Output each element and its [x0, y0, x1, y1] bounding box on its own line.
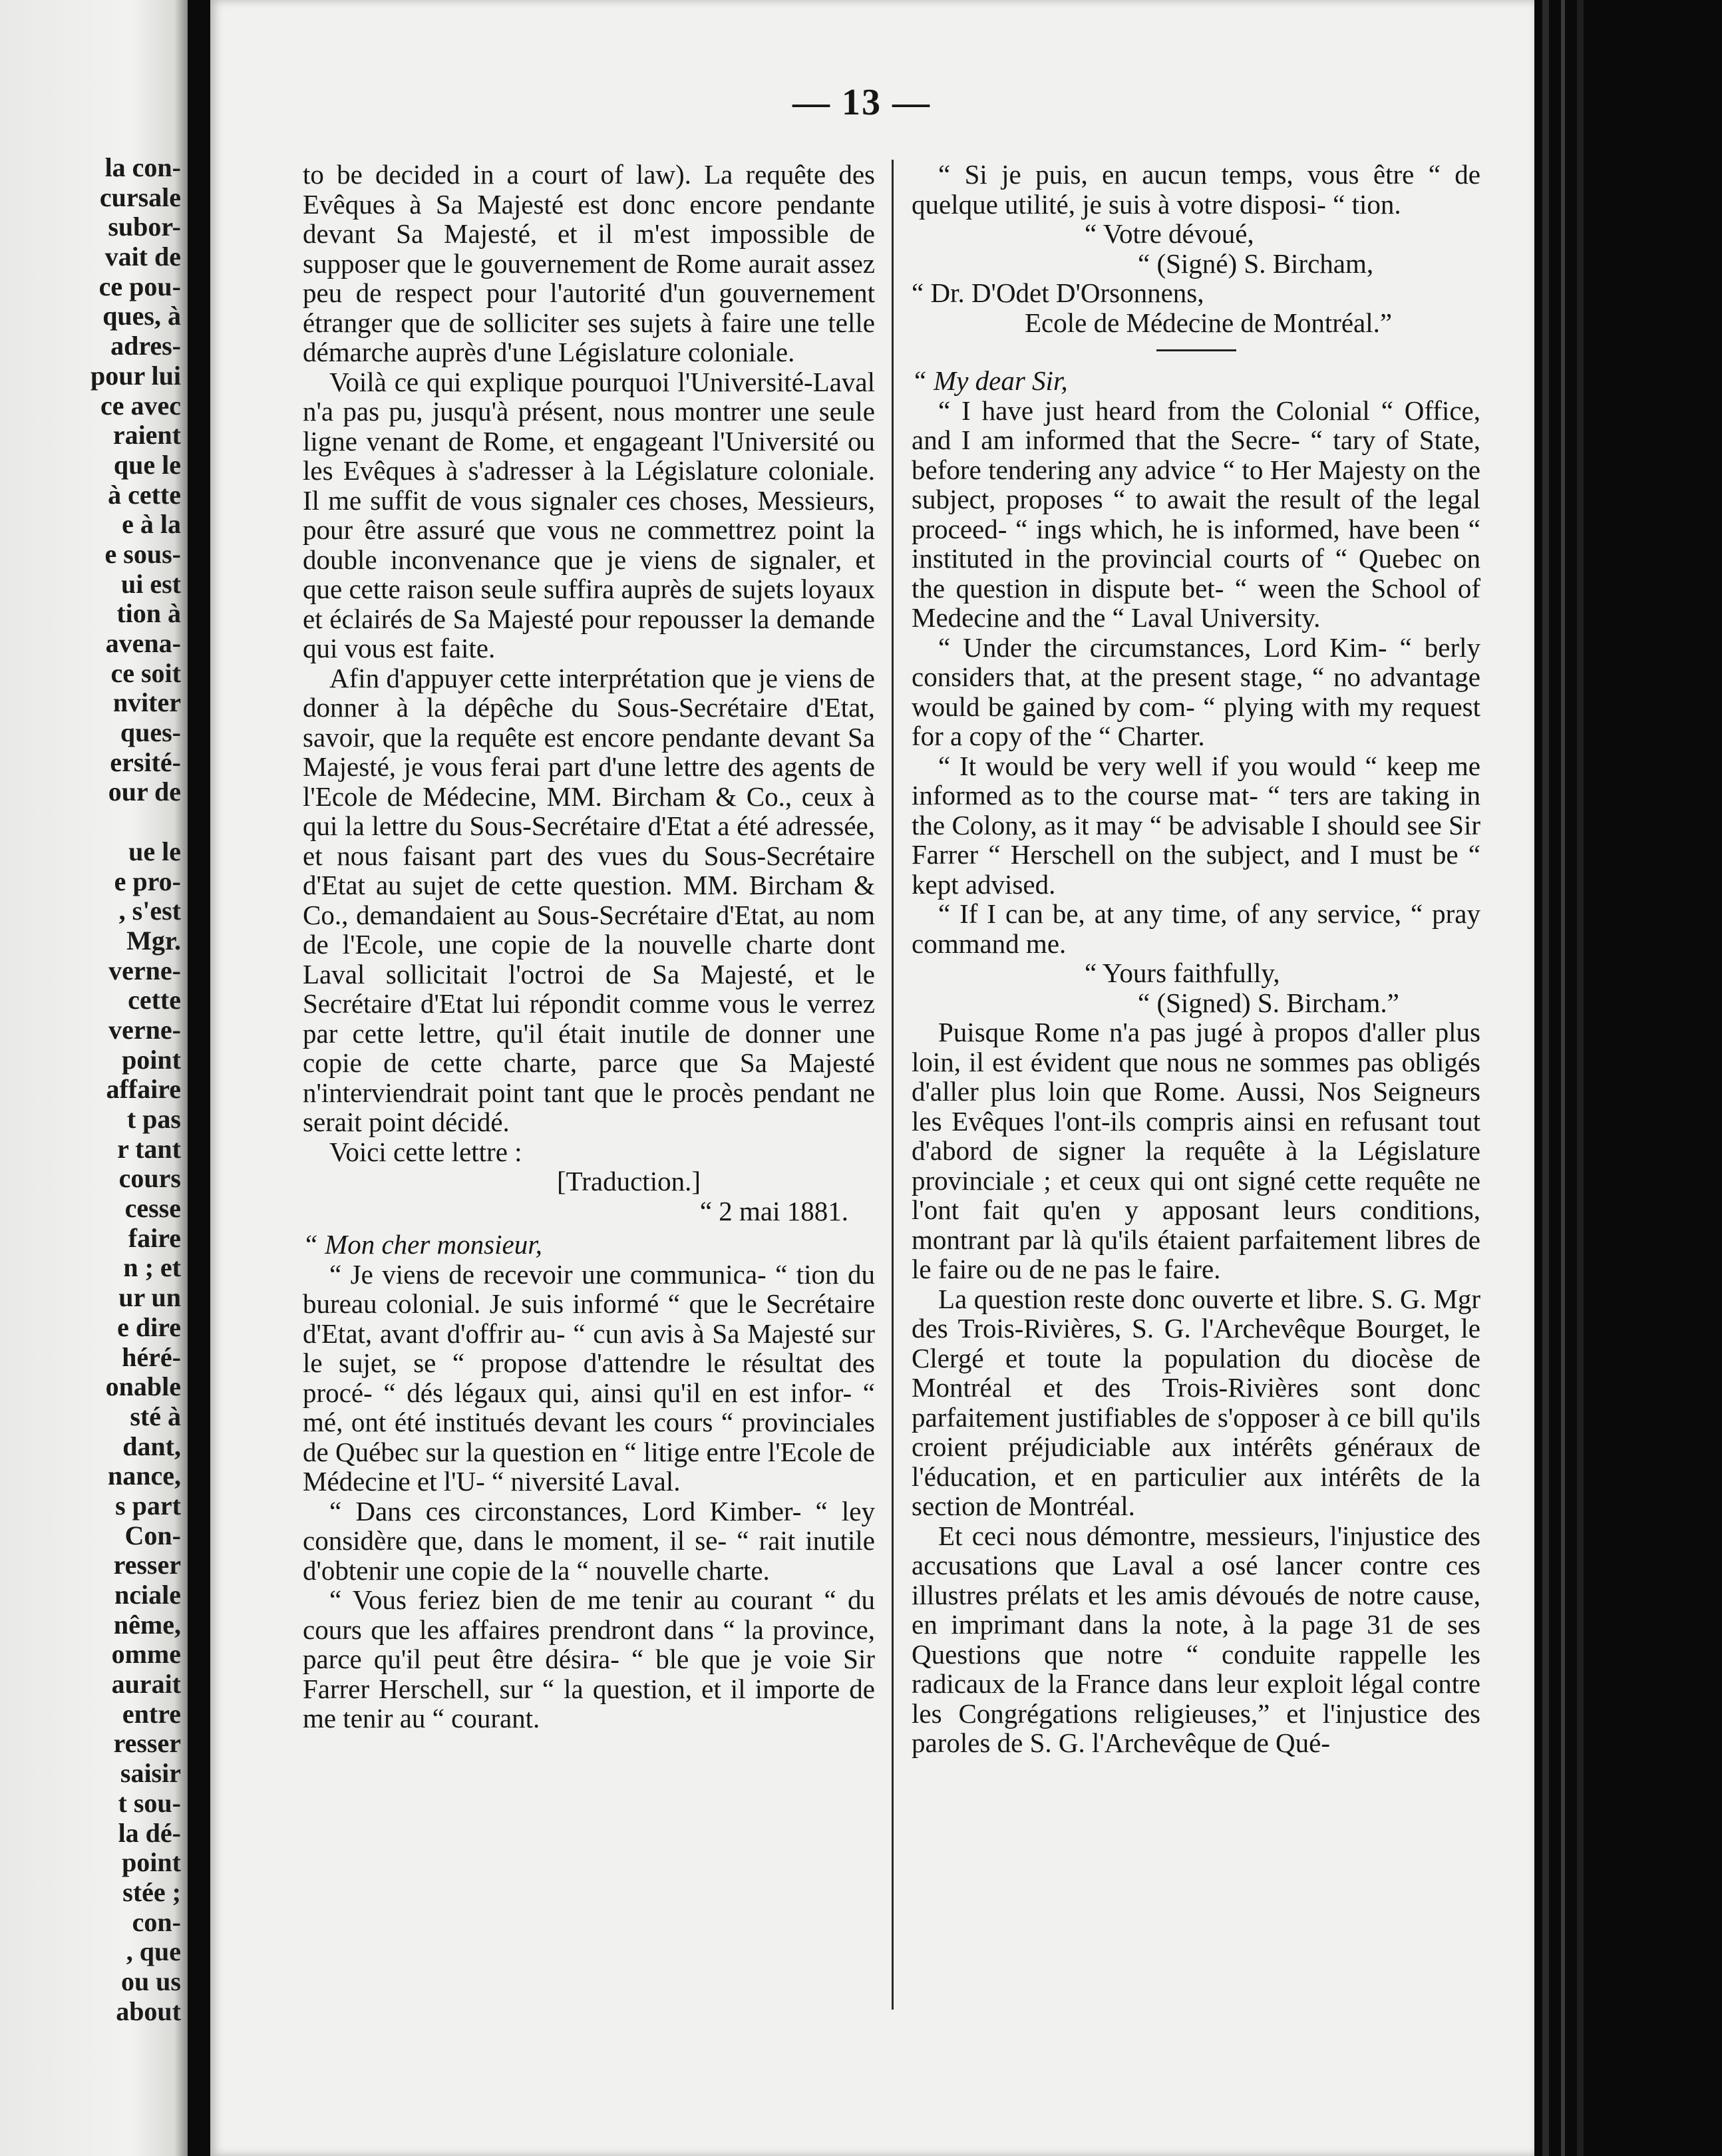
- previous-page-line: sté à: [130, 1401, 181, 1431]
- paragraph: “ Votre dévoué,: [1085, 218, 1254, 249]
- previous-page-line: saisir: [120, 1758, 181, 1789]
- previous-page-line: e sous-: [104, 538, 181, 569]
- previous-page-line: dant,: [122, 1431, 181, 1461]
- previous-page-line: omme: [111, 1639, 181, 1670]
- paragraph: “ Mon cher monsieur,: [303, 1229, 542, 1260]
- previous-page-line: cette: [128, 985, 181, 1015]
- previous-page-line: n ; et: [123, 1252, 181, 1283]
- previous-page-line: ce avec: [100, 390, 181, 421]
- paragraph: La question reste donc ouverte et libre. S. G. Mgr des Trois-Rivières, S. G. l'Archevêque Bourget, le Clergé et toute la population du diocèse de Montréal et des Trois-Rivières sont donc parfaitement justifiables de s'opposer à ce bill qu'ils croient préjudiciable aux intérêts généraux de l'éducation, et en particulier aux intérêts de la section de Montréal.: [912, 1283, 1480, 1521]
- previous-page-line: stée ;: [122, 1877, 181, 1907]
- previous-page-line: cursale: [99, 182, 181, 212]
- previous-page-line: ques-: [120, 717, 181, 748]
- previous-page-line: verne-: [108, 1014, 181, 1045]
- paragraph: Voici cette lettre :: [329, 1136, 522, 1167]
- previous-page-line: ce soit: [110, 657, 181, 688]
- previous-page-line: about: [116, 1996, 181, 2026]
- previous-page-line: ue le: [128, 836, 181, 866]
- previous-page-line: ce pou-: [98, 271, 181, 301]
- previous-page-text: [8, 153, 181, 2026]
- previous-page-line: Mgr.: [126, 925, 181, 956]
- previous-page-line: point: [122, 1847, 181, 1878]
- previous-page-line: point: [122, 1044, 181, 1075]
- paragraph: Puisque Rome n'a pas jugé à propos d'aller plus loin, il est évident que nous ne sommes pas obligés d'aller plus loin que Rome. Aussi, Nos Seigneurs les Evêques l'ont-ils compris ainsi en refusant tout d'abord de signer la requête à la Législature provinciale ; et ceux qui ont signé cette requête ne l'ont fait qu'en y apposant leurs conditions, montrant par là qu'ils étaient parfaitement libres de le faire ou de ne pas le faire.: [912, 1017, 1480, 1284]
- previous-page-line: raient: [112, 420, 181, 450]
- previous-page-line: , s'est: [118, 896, 181, 926]
- previous-page-line: entre: [122, 1698, 181, 1729]
- paragraph: Afin d'appuyer cette interprétation que je viens de donner à la dépêche du Sous-Secrétaire d'Etat, savoir, que la requête est encore pendante devant Sa Majesté, je vous ferai part d'une lettre des agents de l'Ecole de Médecine, MM. Bircham & Co., ceux à qui la lettre du Sous-Secrétaire d'Etat a été adressée, et nous faisant part des vues du Sous-Secrétaire d'Etat au sujet de cette question. MM. Bircham & Co., demandaient au Sous-Secrétaire d'Etat, au nom de l'Ecole, une copie de la nouvelle charte dont Laval sollicitait l'octroi de Sa Majesté, et le Secrétaire d'Etat lui répondit comme vous le verrez par cette lettre, qu'il était inutile de donner une copie de cette charte, parce que Sa Majesté n'interviendrait point tant que le procès pendant ne serait point décidé.: [303, 662, 875, 1137]
- paragraph: “ My dear Sir,: [912, 365, 1068, 396]
- previous-page-line: con-: [132, 1906, 181, 1937]
- paragraph: “ Under the circumstances, Lord Kim- “ berly considers that, at the present stage, “ no advantage would be gained by com- “ plying with my request for a copy of the “ Charter.: [912, 631, 1480, 751]
- paragraph: “ Vous feriez bien de me tenir au courant “ du cours que les affaires prendront dans “ la province, parce qu'il peut être désira- “ ble que je voie Sir Farrer Herschell, sur “ la question, et il importe de me tenir au “ courant.: [303, 1584, 875, 1733]
- previous-page-line: ou us: [120, 1966, 181, 1996]
- paragraph: [Traduction.]: [557, 1166, 701, 1196]
- page-number: — 13 —: [792, 82, 931, 123]
- paragraph: “ (Signed) S. Bircham.”: [1138, 987, 1399, 1018]
- paragraph: “ If I can be, at any time, of any service, “ pray command me.: [912, 898, 1480, 959]
- previous-page-line: pour lui: [90, 360, 181, 391]
- previous-page-line: adres-: [110, 331, 181, 361]
- previous-page-line: r tant: [117, 1133, 181, 1164]
- previous-page-line: affaire: [106, 1074, 181, 1105]
- previous-page-line: nance,: [108, 1461, 181, 1491]
- paragraph: Et ceci nous démontre, messieurs, l'injustice des accusations que Laval a osé lancer contre ces illustres prélats et les amis dévoués de notre cause, en imprimant dans la note, à la page 31 de ses Questions que notre “ conduite rappelle les radicaux de la France dans leur exploit légal contre les Congrégations religieuses,” et l'injustice des paroles de S. G. l'Archevêque de Qué-: [912, 1520, 1480, 1758]
- previous-page-line: ur un: [118, 1282, 181, 1313]
- paragraph: “ Je viens de recevoir une communica- “ tion du bureau colonial. Je suis informé “ que le Secrétaire d'Etat, avant d'offrir au- “ cun avis à Sa Majesté sur le sujet, se “ propose d'attendre le résultat des procé- “ dés légaux qui, ainsi qu'il en est infor- “ mé, ont été institués devant les cours “ provinciales de Québec sur la question en “ litige entre l'Ecole de Médecine et l'U- “ niversité Laval.: [303, 1258, 875, 1497]
- previous-page-line: [8, 807, 181, 837]
- previous-page-line: t sou-: [118, 1787, 181, 1818]
- previous-page-line: ui est: [121, 568, 181, 599]
- previous-page-line: aurait: [111, 1669, 181, 1700]
- previous-page-line: tion à: [116, 598, 181, 629]
- previous-page-line: onable: [105, 1371, 181, 1402]
- paragraph: Voilà ce qui explique pourquoi l'Université-Laval n'a pas pu, jusqu'à présent, nous montrer une seule ligne venant de Rome, et engageant l'Université ou les Evêques à s'adresser à la Législature coloniale. Il me suffit de vous signaler ces choses, Messieurs, pour être assuré que vous ne commettrez point la double inconvenance que je viens de signaler, et que cette raison seule suffira auprès de sujets loyaux et éclairés de Sa Majesté pour repousser la demande qui vous est faite.: [303, 366, 875, 663]
- previous-page-line: cesse: [124, 1193, 181, 1224]
- paragraph: “ Dr. D'Odet D'Orsonnens,: [912, 277, 1204, 308]
- previous-page-line: nême,: [113, 1609, 181, 1640]
- previous-page-line: verne-: [108, 955, 181, 986]
- previous-page-line: avena-: [105, 628, 181, 658]
- paragraph: Ecole de Médecine de Montréal.”: [1025, 307, 1393, 338]
- paragraph: “ Si je puis, en aucun temps, vous être “ de quelque utilité, je suis à votre disposi- “ tion.: [912, 159, 1480, 220]
- previous-page-line: e pro-: [114, 866, 181, 896]
- previous-page-line: Con-: [124, 1520, 181, 1550]
- section-rule: [1156, 349, 1236, 351]
- previous-page-line: e dire: [117, 1312, 181, 1342]
- previous-page-line: nciale: [114, 1580, 181, 1610]
- previous-page-line: héré-: [122, 1342, 181, 1372]
- previous-page-line: la con-: [104, 152, 181, 182]
- left-column: [303, 160, 875, 1733]
- previous-page-line: cours: [118, 1163, 181, 1194]
- previous-page-line: la dé-: [118, 1817, 181, 1848]
- previous-page-line: subor-: [108, 212, 181, 242]
- previous-page-line: à cette: [108, 479, 181, 510]
- right-column: [912, 160, 1480, 1758]
- paragraph: “ Dans ces circonstances, Lord Kimber- “ ley considère que, dans le moment, il se- “ rait inutile d'obtenir une copie de la “ nouvelle charte.: [303, 1495, 875, 1586]
- previous-page-line: ques, à: [102, 301, 181, 331]
- previous-page-line: s part: [115, 1490, 181, 1521]
- paragraph: to be decided in a court of law). La requête des Evêques à Sa Majesté est donc encore pendante devant Sa Majesté, et il m'est impossible de supposer que le gouvernement de Rome aurait assez peu de respect pour l'autorité d'un gouvernement étranger que de solliciter ses sujets à faire une telle démarche auprès d'une Législature coloniale.: [303, 159, 875, 367]
- paragraph: “ (Signé) S. Bircham,: [1138, 248, 1374, 279]
- paragraph: “ 2 mai 1881.: [699, 1195, 848, 1226]
- previous-page-edge: [0, 0, 188, 2156]
- fore-edge: [1534, 0, 1722, 2156]
- previous-page-line: faire: [128, 1222, 181, 1253]
- previous-page-line: resser: [113, 1550, 181, 1580]
- previous-page-line: our de: [108, 777, 181, 807]
- previous-page-line: t pas: [126, 1104, 181, 1134]
- previous-page-line: , que: [126, 1936, 181, 1967]
- paragraph: “ Yours faithfully,: [1085, 958, 1280, 988]
- previous-page-line: que le: [113, 449, 181, 480]
- previous-page-line: ersité-: [110, 747, 181, 777]
- previous-page-line: nviter: [112, 687, 181, 718]
- previous-page-line: resser: [113, 1728, 181, 1759]
- paragraph: “ It would be very well if you would “ keep me informed as to the course mat- “ ters are taking in the Colony, as it may “ be advisable I should see Sir Farrer “ Herschell on the subject, and I must be “ kept advised.: [912, 750, 1480, 900]
- column-divider: [892, 160, 894, 2010]
- previous-page-line: vait de: [104, 242, 181, 272]
- previous-page-line: e à la: [122, 509, 181, 540]
- paragraph: “ I have just heard from the Colonial “ Office, and I am informed that the Secre- “ tary of State, before tendering any advice “ to Her Majesty on the subject, proposes “ to await the result of the legal proceed- “ ings which, he is informed, have been “ instituted in the provincial courts of “ Quebec on the question in dispute bet- “ ween the School of Medecine and the “ Laval University.: [912, 395, 1480, 633]
